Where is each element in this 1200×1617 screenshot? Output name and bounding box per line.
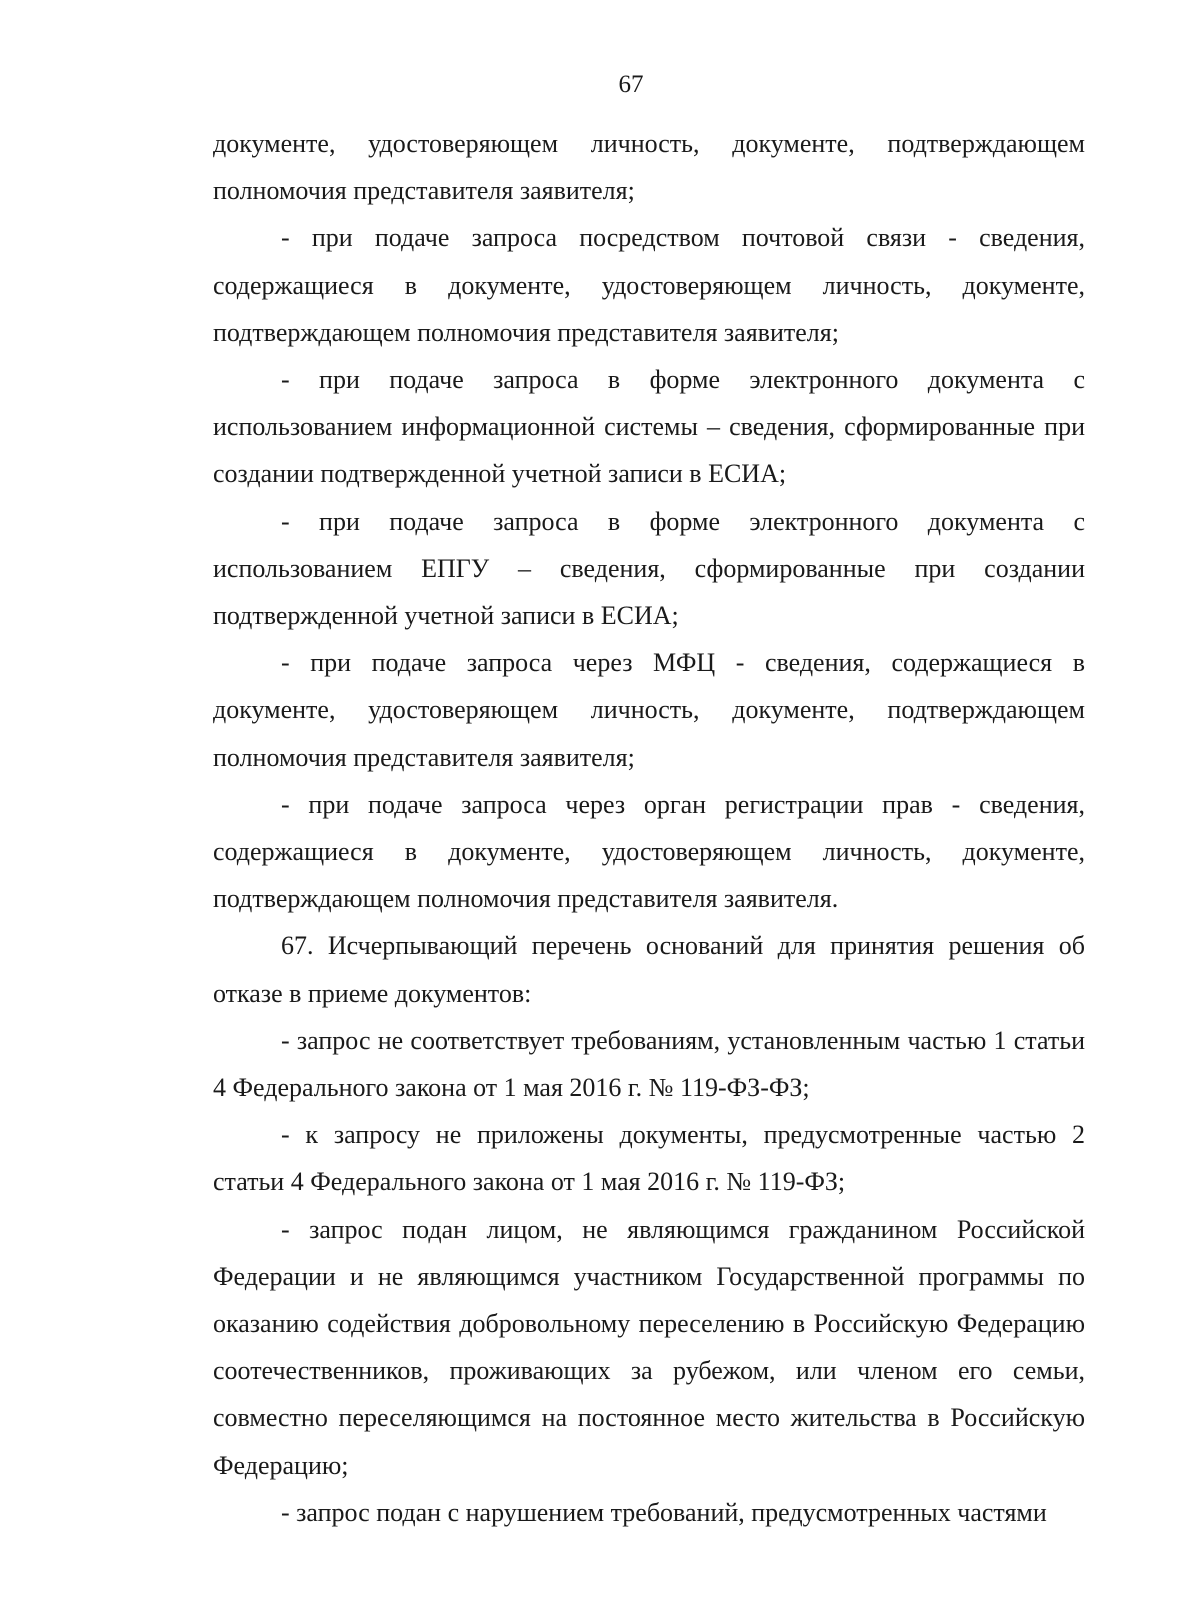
paragraph-info-system: - при подаче запроса в форме электронного документа с использованием информационной системы – сведения, сформированные при создании подтвержденной учетной записи в ЕСИА; xyxy=(213,365,1085,489)
document-body xyxy=(213,120,1085,1536)
paragraph-postal: - при подаче запроса посредством почтовой связи - сведения, содержащиеся в документе, удостоверяющем личность, документе, подтверждающем полномочия представителя заявителя; xyxy=(213,223,1085,347)
page-number: 67 xyxy=(618,71,644,98)
paragraph-mfc: - при подаче запроса через МФЦ - сведения, содержащиеся в документе, удостоверяющем личность, документе, подтверждающем полномочия представителя заявителя; xyxy=(213,648,1085,772)
paragraph-documents-part-2: - к запросу не приложены документы, предусмотренные частью 2 статьи 4 Федерального закона от 1 мая 2016 г. № 119-ФЗ; xyxy=(213,1120,1085,1197)
paragraph-requirements-part-1: - запрос не соответствует требованиям, установленным частью 1 статьи 4 Федерального закона от 1 мая 2016 г. № 119-ФЗ-ФЗ; xyxy=(213,1025,1085,1103)
paragraph-continuation: документе, удостоверяющем личность, документе, подтверждающем полномочия представителя заявителя; xyxy=(213,129,1085,206)
paragraph-registration-body: - при подаче запроса через орган регистрации прав - сведения, содержащиеся в документе, удостоверяющем личность, документе, подтверждающем полномочия представителя заявителя. xyxy=(213,789,1085,914)
paragraph-not-citizen: - запрос подан лицом, не являющимся гражданином Российской Федерации и не являющимся участником Государственной программы по оказанию содействия добровольному переселению в Российскую Федерацию соотечественников, проживающих за рубежом, или членом его семьи, совместно переселяющимся на постоянное место жительства в Российскую Федерацию; xyxy=(213,1214,1085,1480)
paragraph-violation: - запрос подан с нарушением требований, предусмотренных частями xyxy=(281,1497,1047,1527)
paragraph-item-67: 67. Исчерпывающий перечень оснований для принятия решения об отказе в приеме документов: xyxy=(213,931,1085,1008)
paragraph-epgu: - при подаче запроса в форме электронного документа с использованием ЕПГУ – сведения, сформированные при создании подтвержденной учетной записи в ЕСИА; xyxy=(213,506,1085,631)
